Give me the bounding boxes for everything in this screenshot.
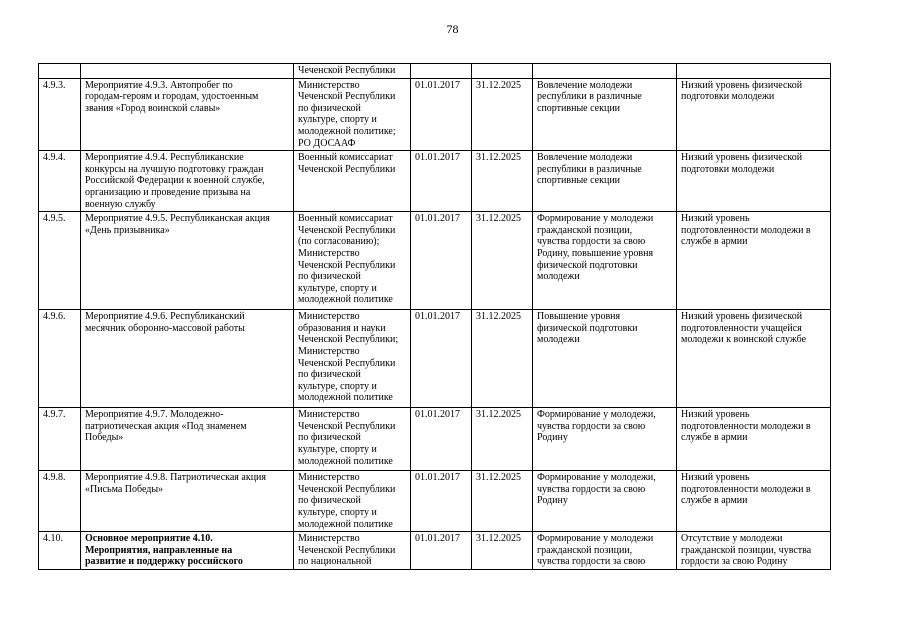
- cell-consequence-line: Низкий уровень физической: [681, 79, 803, 91]
- cell-start: 01.01.2017: [411, 471, 472, 532]
- cell-executor-line: молодежной политике;: [298, 125, 396, 137]
- cell-result: [533, 471, 677, 532]
- cell-consequence: [677, 151, 831, 212]
- cell-name-line: Основное мероприятие 4.10.: [85, 533, 213, 545]
- cell-result-line: Вовлечение молодежи: [537, 79, 633, 91]
- cell-name: [81, 310, 294, 408]
- cell-num: [39, 64, 81, 79]
- cell-executor: [294, 471, 411, 532]
- cell-executor-line: Чеченской Республики: [298, 224, 396, 236]
- cell-consequence-line: Низкий уровень физической: [681, 311, 803, 323]
- cell-executor-line: культуре, спорту и: [298, 443, 377, 455]
- cell-executor-line: Чеченской Республики: [298, 483, 396, 495]
- cell-executor-line: Министерство: [298, 311, 360, 323]
- cell-start: 01.01.2017: [411, 310, 472, 408]
- cell-result-line: Формирование у молодежи,: [537, 409, 656, 421]
- cell-start: 01.01.2017: [411, 408, 472, 471]
- cell-executor-line: Чеченской Республики: [298, 420, 396, 432]
- cell-num: 4.9.5.: [39, 212, 81, 310]
- cell-consequence-line: Отсутствие у молодежи: [681, 533, 783, 545]
- cell-num: 4.9.8.: [39, 471, 81, 532]
- cell-executor-line: Чеченской Республики: [298, 544, 396, 556]
- cell-end: 31.12.2025: [472, 151, 533, 212]
- cell-consequence: [677, 471, 831, 532]
- cell-executor-line: культуре, спорту и: [298, 114, 377, 126]
- cell-result-line: Формирование у молодежи,: [537, 472, 656, 484]
- cell-executor: [294, 212, 411, 310]
- cell-result-line: Родину, повышение уровня: [537, 247, 654, 259]
- cell-result-line: Формирование у молодежи: [537, 213, 654, 225]
- cell-result-line: чувства гордости за свою: [537, 420, 646, 432]
- cell-executor-line: Министерство: [298, 409, 360, 421]
- cell-name-line: развитие и поддержку российского: [85, 556, 243, 568]
- cell-result-line: молодежи: [537, 271, 580, 283]
- cell-result-line: молодежи: [537, 334, 580, 346]
- cell-result-line: республики в различные: [537, 163, 642, 175]
- cell-result-line: Родину: [537, 495, 568, 507]
- cell-num: 4.10.: [39, 532, 81, 570]
- cell-consequence-line: подготовленности учащейся: [681, 322, 802, 334]
- cell-num: 4.9.4.: [39, 151, 81, 212]
- cell-name-line: месячник оборонно-массовой работы: [85, 322, 245, 334]
- cell-end: 31.12.2025: [472, 212, 533, 310]
- cell-consequence-line: Низкий уровень: [681, 409, 750, 421]
- cell-executor: [294, 532, 411, 570]
- cell-result: [533, 64, 677, 79]
- cell-end: 31.12.2025: [472, 532, 533, 570]
- cell-executor-line: Военный комиссариат: [298, 213, 393, 225]
- cell-num: 4.9.3.: [39, 78, 81, 151]
- cell-executor-line: молодежной политике: [298, 392, 393, 404]
- table-row: [39, 408, 831, 471]
- cell-name-line: «День призывника»: [85, 224, 170, 236]
- cell-name: [81, 408, 294, 471]
- cell-name-line: конкурсы на лучшую подготовку граждан: [85, 163, 264, 175]
- cell-consequence-line: Низкий уровень: [681, 213, 750, 225]
- cell-executor-line: Министерство: [298, 79, 360, 91]
- cell-start: [411, 64, 472, 79]
- cell-result: [533, 532, 677, 570]
- cell-end: 31.12.2025: [472, 408, 533, 471]
- cell-consequence-line: службе в армии: [681, 495, 748, 507]
- cell-consequence-line: подготовленности молодежи в: [681, 483, 811, 495]
- cell-consequence-line: гражданской позиции, чувства: [681, 544, 812, 556]
- cell-name-line: военную службу: [85, 198, 156, 210]
- cell-name-line: Мероприятие 4.9.8. Патриотическая акция: [85, 472, 266, 484]
- cell-name: [81, 64, 294, 79]
- cell-executor-line: по физической: [298, 432, 361, 444]
- cell-executor-line: Министерство: [298, 247, 360, 259]
- cell-consequence-line: молодежи к воинской службе: [681, 334, 807, 346]
- cell-consequence-line: подготовленности молодежи в: [681, 224, 811, 236]
- cell-consequence-line: гордости за свою Родину: [681, 556, 788, 568]
- cell-name-line: Мероприятие 4.9.5. Республиканская акция: [85, 213, 270, 225]
- cell-result-line: Родину: [537, 432, 568, 444]
- cell-name-line: организацию и проведение призыва на: [85, 186, 251, 198]
- cell-name-line: Победы»: [85, 432, 124, 444]
- cell-name: [81, 78, 294, 151]
- cell-result-line: гражданской позиции,: [537, 544, 633, 556]
- cell-executor-line: по физической: [298, 102, 361, 114]
- program-table: [38, 63, 831, 570]
- cell-result-line: чувства гордости за свою: [537, 556, 646, 568]
- table-row-continued: [39, 64, 831, 79]
- cell-name: [81, 471, 294, 532]
- cell-result: [533, 78, 677, 151]
- cell-executor-line: культуре, спорту и: [298, 380, 377, 392]
- cell-consequence: [677, 64, 831, 79]
- page-number: 78: [446, 22, 459, 36]
- cell-executor-line: образования и науки: [298, 322, 386, 334]
- cell-executor-line: по физической: [298, 271, 361, 283]
- table-row: [39, 151, 831, 212]
- cell-consequence-line: службе в армии: [681, 236, 748, 248]
- cell-executor-line: по физической: [298, 369, 361, 381]
- cell-executor-line: Чеченской Республики: [298, 259, 396, 271]
- cell-name-line: Мероприятие 4.9.3. Автопробег по: [85, 79, 233, 91]
- cell-consequence: [677, 532, 831, 570]
- cell-consequence-line: подготовки молодежи: [681, 91, 775, 103]
- cell-consequence-line: Низкий уровень физической: [681, 152, 803, 164]
- cell-result: [533, 310, 677, 408]
- table-row: [39, 212, 831, 310]
- cell-executor: Чеченской Республики: [294, 64, 411, 79]
- cell-result: [533, 212, 677, 310]
- cell-executor-line: по национальной: [298, 556, 372, 568]
- cell-executor-line: (по согласованию);: [298, 236, 380, 248]
- cell-name-line: патриотическая акция «Под знаменем: [85, 420, 247, 432]
- cell-name-line: Мероприятия, направленные на: [85, 544, 233, 556]
- cell-name-line: «Письма Победы»: [85, 483, 164, 495]
- cell-consequence-line: службе в армии: [681, 432, 748, 444]
- cell-result-line: Вовлечение молодежи: [537, 152, 633, 164]
- table-body: [39, 64, 831, 570]
- cell-start: 01.01.2017: [411, 212, 472, 310]
- cell-result-line: Формирование у молодежи: [537, 533, 654, 545]
- table-row: [39, 532, 831, 570]
- cell-consequence-line: подготовленности молодежи в: [681, 420, 811, 432]
- cell-start: 01.01.2017: [411, 151, 472, 212]
- cell-consequence: [677, 78, 831, 151]
- cell-consequence-line: Низкий уровень: [681, 472, 750, 484]
- cell-name: [81, 532, 294, 570]
- cell-result-line: республики в различные: [537, 91, 642, 103]
- cell-result-line: физической подготовки: [537, 259, 638, 271]
- cell-executor-line: Чеченской Республики: [298, 357, 396, 369]
- cell-executor-line: молодежной политике: [298, 455, 393, 467]
- cell-name-line: Мероприятие 4.9.7. Молодежно-: [85, 409, 224, 421]
- cell-result: [533, 408, 677, 471]
- cell-executor: [294, 408, 411, 471]
- cell-end: 31.12.2025: [472, 310, 533, 408]
- cell-result: [533, 151, 677, 212]
- cell-name-line: городам-героям и городам, удостоенным: [85, 91, 259, 103]
- cell-consequence-line: подготовки молодежи: [681, 163, 775, 175]
- cell-result-line: гражданской позиции,: [537, 224, 633, 236]
- cell-executor-line: Министерство: [298, 472, 360, 484]
- cell-result-line: Повышение уровня: [537, 311, 621, 323]
- cell-executor-line: по физической: [298, 495, 361, 507]
- cell-name-line: Мероприятие 4.9.6. Республиканский: [85, 311, 245, 323]
- cell-consequence: [677, 310, 831, 408]
- cell-result-line: спортивные секции: [537, 102, 621, 114]
- table-row: [39, 471, 831, 532]
- cell-executor-line: РО ДОСААФ: [298, 137, 356, 149]
- cell-end: [472, 64, 533, 79]
- cell-result-line: чувства гордости за свою: [537, 483, 646, 495]
- cell-executor-line: молодежной политике: [298, 294, 393, 306]
- cell-start: 01.01.2017: [411, 532, 472, 570]
- cell-result-line: физической подготовки: [537, 322, 638, 334]
- cell-executor: [294, 78, 411, 151]
- cell-executor-line: Чеченской Республики;: [298, 334, 399, 346]
- cell-executor: [294, 151, 411, 212]
- cell-name: [81, 151, 294, 212]
- cell-result-line: чувства гордости за свою: [537, 236, 646, 248]
- table-row: [39, 78, 831, 151]
- cell-consequence: [677, 212, 831, 310]
- cell-num: 4.9.6.: [39, 310, 81, 408]
- cell-consequence: [677, 408, 831, 471]
- cell-result-line: спортивные секции: [537, 175, 621, 187]
- cell-name: [81, 212, 294, 310]
- cell-name-line: Мероприятие 4.9.4. Республиканские: [85, 152, 244, 164]
- cell-executor-line: Военный комиссариат: [298, 152, 393, 164]
- cell-executor-line: молодежной политике: [298, 518, 393, 530]
- cell-executor-line: Министерство: [298, 345, 360, 357]
- cell-num: 4.9.7.: [39, 408, 81, 471]
- cell-executor: [294, 310, 411, 408]
- cell-end: 31.12.2025: [472, 78, 533, 151]
- cell-executor-line: Чеченской Республики: [298, 91, 396, 103]
- cell-executor-line: Чеченской Республики: [298, 163, 396, 175]
- cell-end: 31.12.2025: [472, 471, 533, 532]
- table-row: [39, 310, 831, 408]
- cell-name-line: Российской Федерации к военной службе,: [85, 175, 265, 187]
- cell-executor-line: Министерство: [298, 533, 360, 545]
- cell-start: 01.01.2017: [411, 78, 472, 151]
- cell-executor-line: культуре, спорту и: [298, 282, 377, 294]
- cell-name-line: звания «Город воинской славы»: [85, 102, 221, 114]
- cell-executor-line: культуре, спорту и: [298, 506, 377, 518]
